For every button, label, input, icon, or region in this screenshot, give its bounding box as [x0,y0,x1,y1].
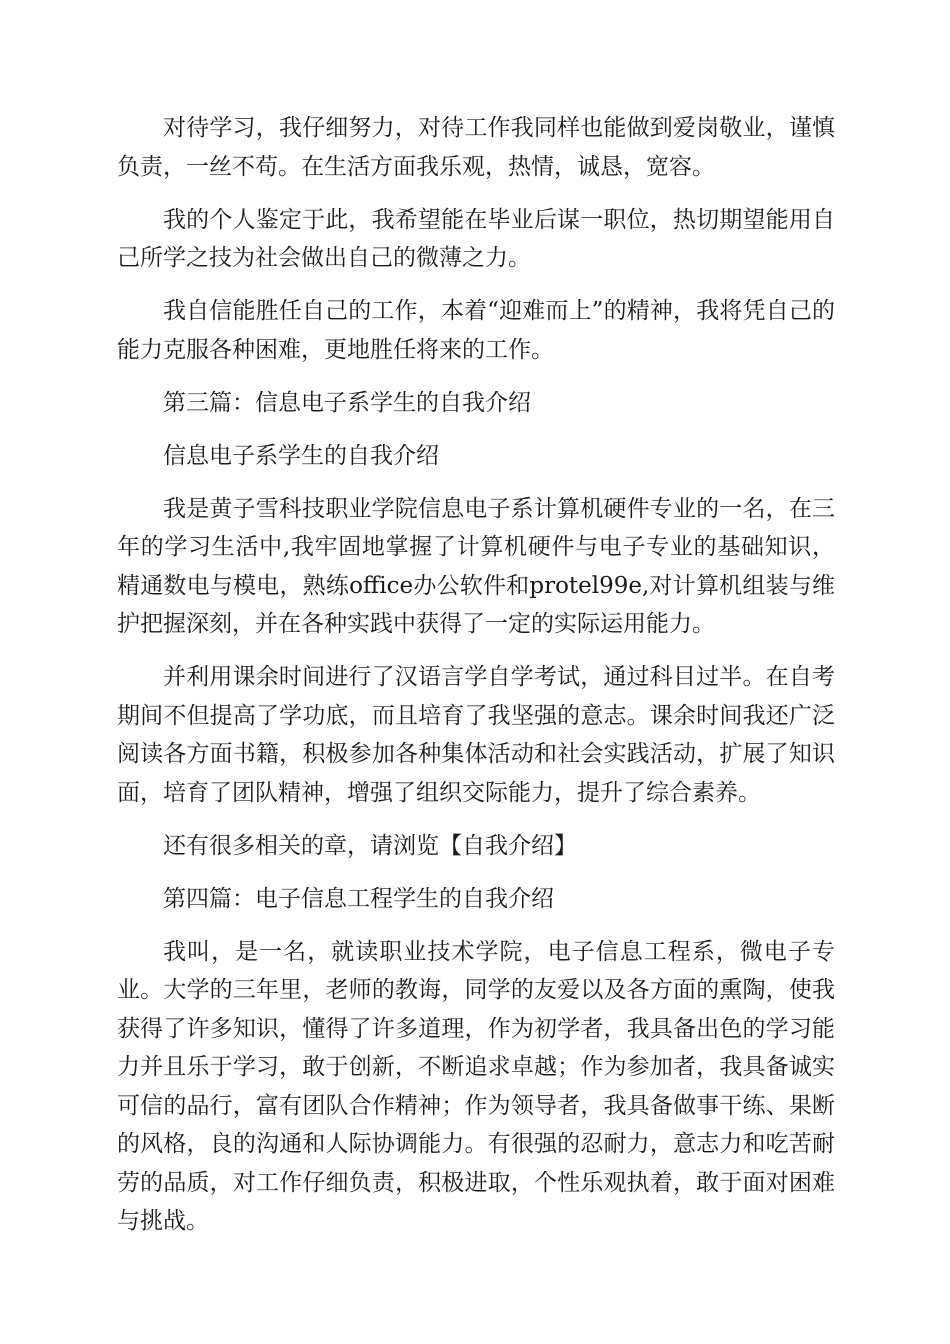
paragraph-personal-appraisal: 我的个人鉴定于此，我希望能在毕业后谋一职位，热切期望能用自己所学之技为社会做出自己的微薄之力。 [117,206,835,271]
paragraph-related-articles: 还有很多相关的章，请浏览【自我介绍】 [163,832,577,859]
paragraph-study-attitude: 对待学习，我仔细努力，对待工作我同样也能做到爱岗敬业，谨慎负责，一丝不苟。在生活方面我乐观，热情，诚恳，宽容。 [117,115,835,180]
paragraph-introduction: 我是黄子雪科技职业学院信息电子系计算机硬件专业的一名，在三年的学习生活中,我牢固地掌握了计算机硬件与电子专业的基础知识，精通数电与模电，熟练office办公软件和protel99e,对计算机组装与维护把握深刻，并在各种实践中获得了一定的实际运用能力。 [117,495,835,637]
section-heading-part-three: 第三篇：信息电子系学生的自我介绍 [163,389,531,416]
section-subtitle-part-three: 信息电子系学生的自我介绍 [163,442,439,469]
document-body [117,109,835,1255]
paragraph-confidence: 我自信能胜任自己的工作，本着“迎难而上”的精神，我将凭自己的能力克服各种困难，更地胜任将来的工作。 [117,298,835,363]
section-heading-part-four: 第四篇：电子信息工程学生的自我介绍 [163,885,554,912]
paragraph-electronics-intro: 我叫，是一名，就读职业技术学院，电子信息工程系，微电子专业。大学的三年里，老师的教诲，同学的友爱以及各方面的熏陶，使我获得了许多知识，懂得了许多道理，作为初学者，我具备出色的学习能力并且乐于学习，敢于创新，不断追求卓越；作为参加者，我具备诚实可信的品行，富有团队合作精神；作为领导者，我具备做事干练、果断的风格，良的沟通和人际协调能力。有很强的忍耐力，意志力和吃苦耐劳的品质，对工作仔细负责，积极进取，个性乐观执着，敢于面对困难与挑战。 [117,938,835,1234]
paragraph-self-study: 并利用课余时间进行了汉语言学自学考试，通过科目过半。在自考期间不但提高了学功底，而且培育了我坚强的意志。课余时间我还广泛阅读各方面书籍，积极参加各种集体活动和社会实践活动，扩展了知识面，培育了团队精神，增强了组织交际能力，提升了综合素养。 [117,664,835,806]
